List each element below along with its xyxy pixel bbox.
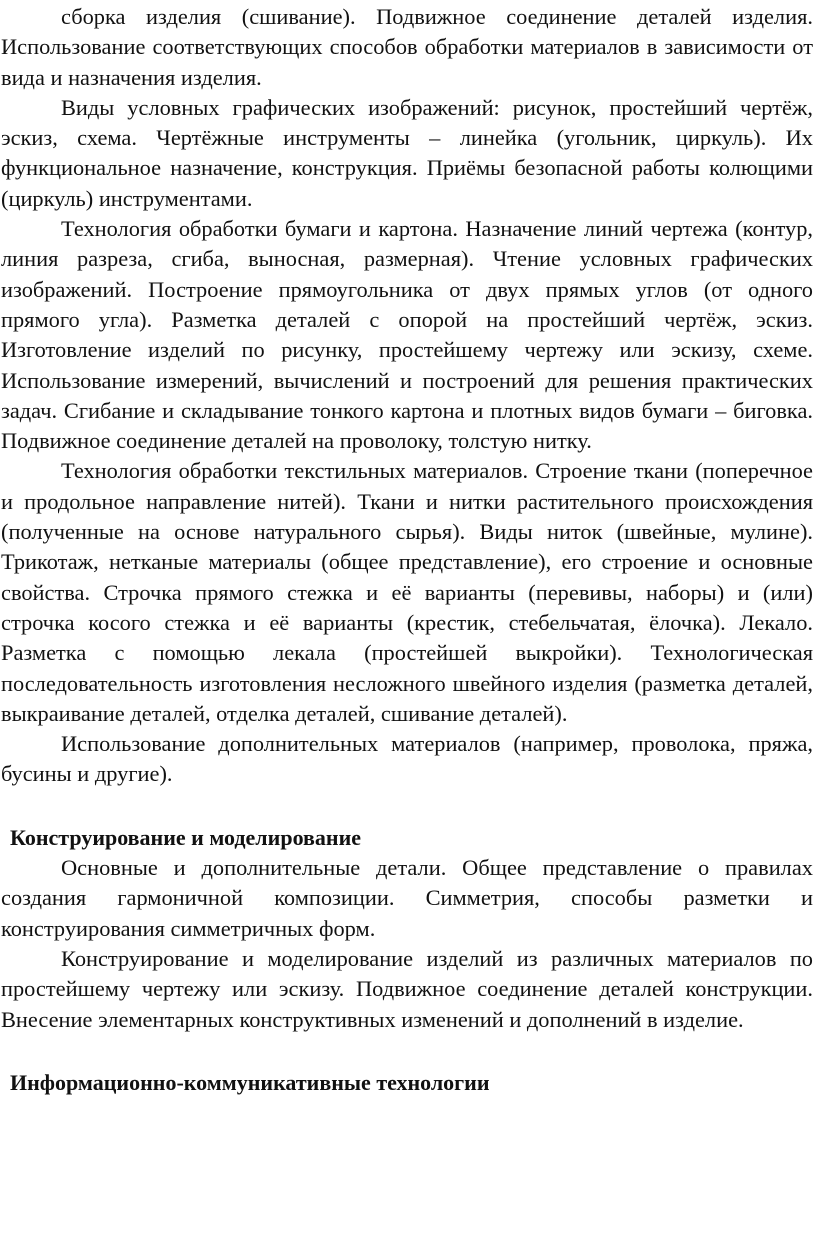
paragraph-construction-modeling: Конструирование и моделирование изделий из различных материалов по простейшему чертежу или эскизу. Подвижное соединение деталей конструкции. Внесение элементарных конструктивных изменений и дополнений в изделие. [1,945,813,1032]
section-heading-construction: Конструирование и моделирование [10,824,362,850]
section-heading-ict: Информационно-коммуникативные технологии [10,1069,490,1095]
paragraph-textile-technology: Технология обработки текстильных материалов. Строение ткани (поперечное и продольное направление нитей). Ткани и нитки растительного происхождения (полученные на основе натурального сырья). Виды ниток (швейные, мулине). Трикотаж, нетканые материалы (общее представление), его строение и основные свойства. Строчка прямого стежка и её варианты (перевивы, наборы) и (или) строчка косого стежка и её варианты (крестик, стебельчатая, ёлочка). Лекало. Разметка с помощью лекала (простейшей выкройки). Технологическая последовательность изготовления несложного швейного изделия (разметка деталей, выкраивание деталей, отделка деталей, сшивание деталей). [1,458,813,726]
section-spacer [1,1035,813,1068]
paragraph-paper-technology: Технология обработки бумаги и картона. Назначение линий чертежа (контур, линия разреза, сгиба, выносная, размерная). Чтение условных графических изображений. Построение прямоугольника от двух прямых углов (от одного прямого угла). Разметка деталей с опорой на простейший чертёж, эскиз. Изготовление изделий по рисунку, простейшему чертежу или эскизу, схеме. Использование измерений, вычислений и построений для решения практических задач. Сгибание и складывание тонкого картона и плотных видов бумаги – биговка. Подвижное соединение деталей на проволоку, толстую нитку. [1,216,813,454]
paragraph-graphic-images: Виды условных графических изображений: рисунок, простейший чертёж, эскиз, схема. Чертёжные инструменты – линейка (угольник, циркуль). Их функциональное назначение, конструкция. Приёмы безопасной работы колющими (циркуль) инструментами. [1,94,813,211]
paragraph-additional-materials: Использование дополнительных материалов (например, проволока, пряжа, бусины и другие). [1,731,813,787]
paragraph-basic-details: Основные и дополнительные детали. Общее представление о правилах создания гармоничной композиции. Симметрия, способы разметки и конструирования симметричных форм. [1,855,813,941]
paragraph-assembly: сборка изделия (сшивание). Подвижное соединение деталей изделия. Использование соответствующих способов обработки материалов в зависимости от вида и назначения изделия. [1,4,813,90]
section-spacer [1,790,813,823]
